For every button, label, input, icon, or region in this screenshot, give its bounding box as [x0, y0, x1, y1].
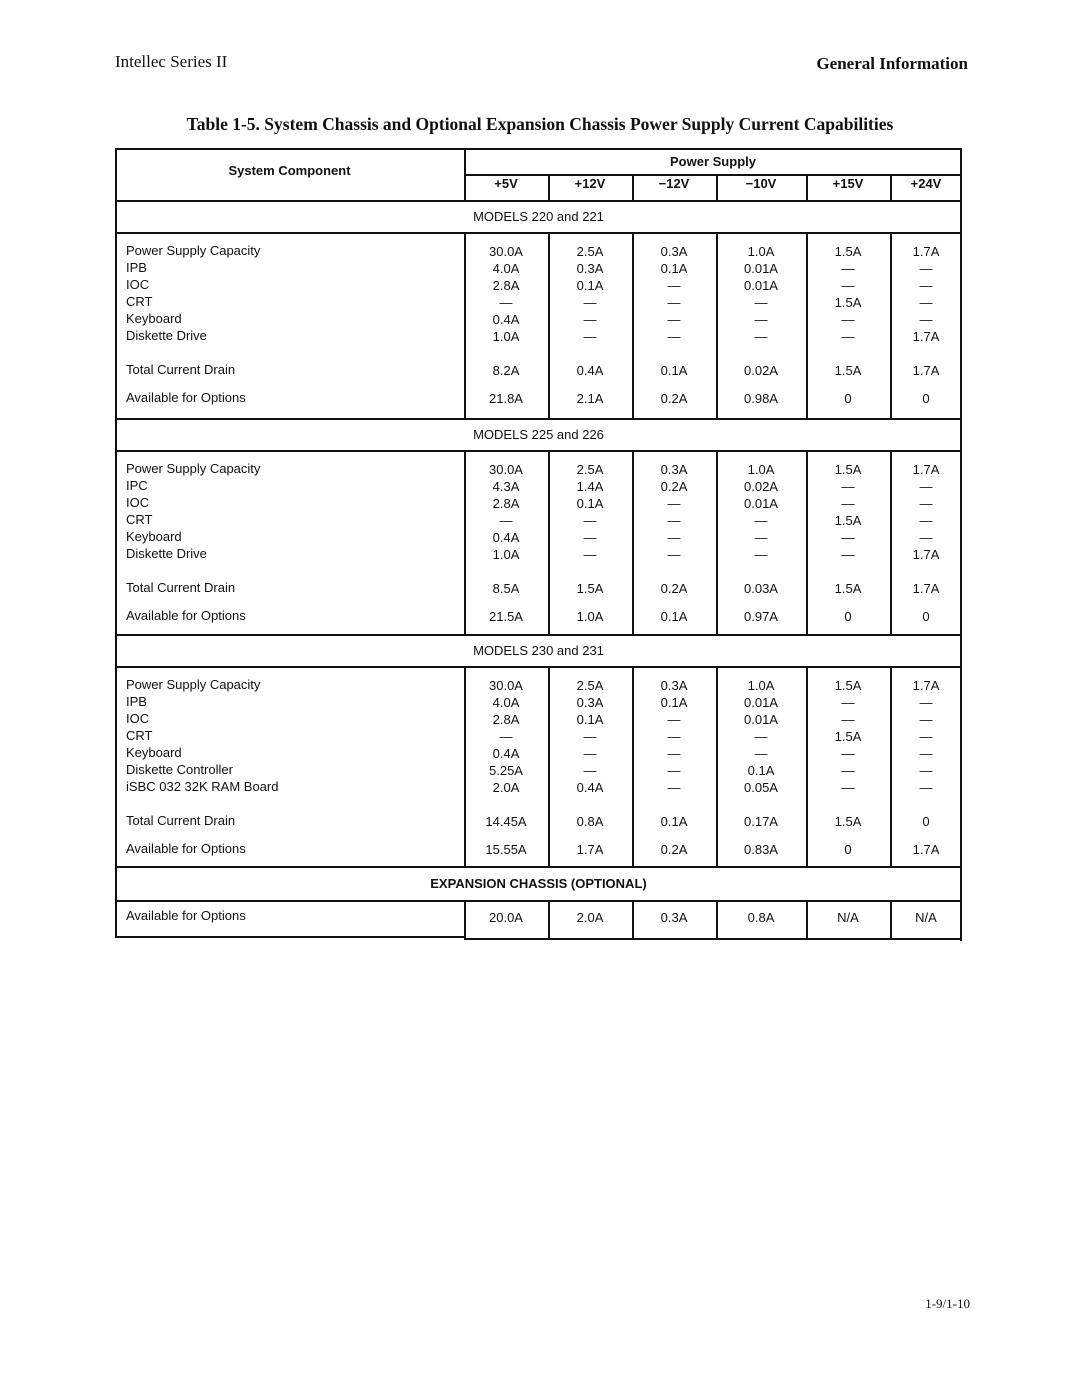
cell-value: 1.5A	[834, 244, 862, 259]
cell-value: 1.5A	[834, 814, 862, 829]
component-name: IPB	[126, 260, 147, 275]
cell-value: 0.1A	[747, 763, 775, 778]
cell-value: 8.5A	[492, 581, 520, 596]
component-name: Keyboard	[126, 529, 182, 544]
section-heading: EXPANSION CHASSIS (OPTIONAL)	[430, 876, 647, 891]
cell-value: 1.0A	[492, 547, 520, 562]
cell-value: —	[754, 295, 768, 310]
cell-value: 1.7A	[912, 678, 940, 693]
cell-value: 0.1A	[576, 278, 604, 293]
component-name: Diskette Drive	[126, 328, 207, 343]
cell-value: —	[667, 513, 681, 528]
table-rule	[716, 174, 718, 202]
cell-value: 0.3A	[576, 261, 604, 276]
cell-value: 0.3A	[576, 695, 604, 710]
cell-value: 5.25A	[489, 763, 523, 778]
cell-value: 21.5A	[489, 609, 523, 624]
column-header-voltage: −12V	[658, 176, 690, 191]
component-name: Diskette Drive	[126, 546, 207, 561]
cell-value: —	[919, 312, 933, 327]
cell-value: —	[919, 278, 933, 293]
cell-value: —	[667, 712, 681, 727]
cell-value: 0	[922, 814, 930, 829]
cell-value: 0.1A	[660, 261, 688, 276]
component-name: Keyboard	[126, 311, 182, 326]
cell-value: 0.3A	[660, 462, 688, 477]
cell-value: 30.0A	[489, 678, 523, 693]
cell-value: 0.4A	[492, 746, 520, 761]
component-name: CRT	[126, 728, 153, 743]
cell-value: 30.0A	[489, 244, 523, 259]
cell-value: —	[583, 329, 597, 344]
cell-value: 0.17A	[744, 814, 778, 829]
cell-value: 0.1A	[660, 695, 688, 710]
cell-value: 0	[844, 391, 852, 406]
column-header-component: System Component	[228, 163, 351, 178]
cell-value: 0.05A	[744, 780, 778, 795]
cell-value: —	[667, 329, 681, 344]
cell-value: 1.7A	[912, 462, 940, 477]
cell-value: 1.7A	[912, 363, 940, 378]
cell-value: 1.5A	[834, 462, 862, 477]
cell-value: 0.03A	[744, 581, 778, 596]
cell-value: N/A	[837, 910, 859, 925]
component-name: iSBC 032 32K RAM Board	[126, 779, 279, 794]
cell-value: 1.5A	[834, 363, 862, 378]
cell-value: 1.5A	[834, 581, 862, 596]
component-name: IOC	[126, 277, 150, 292]
cell-value: 0	[844, 842, 852, 857]
table-rule	[115, 418, 962, 420]
cell-value: 0.8A	[747, 910, 775, 925]
cell-value: —	[841, 547, 855, 562]
cell-value: —	[841, 261, 855, 276]
page-header-right: General Information	[816, 54, 968, 73]
cell-value: —	[667, 763, 681, 778]
cell-value: 0.01A	[744, 712, 778, 727]
cell-value: 0.4A	[576, 780, 604, 795]
cell-value: 21.8A	[489, 391, 523, 406]
cell-value: —	[667, 312, 681, 327]
cell-value: —	[919, 513, 933, 528]
cell-value: 4.0A	[492, 261, 520, 276]
cell-value: 1.7A	[912, 244, 940, 259]
cell-value: 1.5A	[834, 513, 862, 528]
cell-value: —	[919, 261, 933, 276]
cell-value: 0.8A	[576, 814, 604, 829]
cell-value: 8.2A	[492, 363, 520, 378]
cell-value: —	[841, 780, 855, 795]
cell-value: —	[919, 763, 933, 778]
cell-value: —	[841, 479, 855, 494]
cell-value: 2.5A	[576, 244, 604, 259]
cell-value: —	[583, 312, 597, 327]
cell-value: 0.01A	[744, 261, 778, 276]
cell-value: 0.1A	[660, 814, 688, 829]
table-rule	[806, 174, 808, 202]
table-title: Table 1-5. System Chassis and Optional Expansion Chassis Power Supply Current Capabilities	[186, 114, 894, 134]
total-drain-label: Total Current Drain	[126, 813, 236, 828]
cell-value: 1.0A	[747, 244, 775, 259]
cell-value: 0.4A	[576, 363, 604, 378]
cell-value: 1.0A	[747, 462, 775, 477]
table-rule	[548, 174, 550, 202]
total-drain-label: Total Current Drain	[126, 580, 236, 595]
table-rule	[115, 232, 962, 234]
cell-value: 0.1A	[660, 363, 688, 378]
cell-value: 0.3A	[660, 678, 688, 693]
page-number: 1-9/1-10	[925, 1296, 970, 1311]
cell-value: —	[754, 547, 768, 562]
cell-value: —	[754, 329, 768, 344]
available-label: Available for Options	[126, 390, 246, 405]
cell-value: —	[919, 496, 933, 511]
cell-value: 1.7A	[912, 842, 940, 857]
component-name: Power Supply Capacity	[126, 461, 261, 476]
component-name: IOC	[126, 495, 150, 510]
cell-value: 1.0A	[747, 678, 775, 693]
cell-value: 2.8A	[492, 712, 520, 727]
component-name: IPC	[126, 478, 148, 493]
cell-value: 2.5A	[576, 678, 604, 693]
cell-value: —	[841, 712, 855, 727]
cell-value: 0.3A	[660, 244, 688, 259]
cell-value: —	[841, 695, 855, 710]
power-supply-table	[115, 148, 962, 938]
cell-value: 15.55A	[485, 842, 527, 857]
cell-value: 1.7A	[576, 842, 604, 857]
cell-value: 0.2A	[660, 842, 688, 857]
table-rule	[632, 174, 634, 202]
cell-value: 1.0A	[576, 609, 604, 624]
cell-value: 4.0A	[492, 695, 520, 710]
cell-value: 14.45A	[485, 814, 527, 829]
cell-value: —	[754, 513, 768, 528]
cell-value: 0.2A	[660, 581, 688, 596]
cell-value: 20.0A	[489, 910, 523, 925]
cell-value: 2.0A	[576, 910, 604, 925]
cell-value: —	[667, 278, 681, 293]
cell-value: —	[667, 780, 681, 795]
cell-value: —	[667, 530, 681, 545]
cell-value: —	[919, 295, 933, 310]
column-header-voltage: +12V	[574, 176, 606, 191]
cell-value: —	[841, 530, 855, 545]
cell-value: 1.0A	[492, 329, 520, 344]
cell-value: 1.4A	[576, 479, 604, 494]
cell-value: —	[667, 746, 681, 761]
cell-value: 1.5A	[834, 678, 862, 693]
column-header-power-supply: Power Supply	[670, 154, 756, 169]
column-header-voltage: +24V	[910, 176, 942, 191]
cell-value: 0.97A	[744, 609, 778, 624]
cell-value: 4.3A	[492, 479, 520, 494]
cell-value: —	[583, 547, 597, 562]
cell-value: —	[583, 746, 597, 761]
cell-value: 0.01A	[744, 496, 778, 511]
section-heading: MODELS 230 and 231	[473, 643, 604, 658]
cell-value: 0.4A	[492, 530, 520, 545]
component-name: Power Supply Capacity	[126, 243, 261, 258]
available-label: Available for Options	[126, 908, 246, 923]
cell-value: —	[499, 295, 513, 310]
table-rule	[115, 200, 962, 202]
cell-value: 1.5A	[834, 729, 862, 744]
page-header-left: Intellec Series II	[115, 52, 228, 71]
cell-value: 2.1A	[576, 391, 604, 406]
column-header-voltage: +15V	[832, 176, 864, 191]
cell-value: —	[667, 729, 681, 744]
cell-value: —	[754, 729, 768, 744]
table-rule	[115, 634, 962, 636]
cell-value: —	[841, 312, 855, 327]
cell-value: —	[841, 763, 855, 778]
cell-value: —	[583, 729, 597, 744]
cell-value: 0.01A	[744, 278, 778, 293]
cell-value: 1.5A	[576, 581, 604, 596]
cell-value: —	[583, 295, 597, 310]
cell-value: 2.5A	[576, 462, 604, 477]
cell-value: —	[919, 530, 933, 545]
cell-value: 0.1A	[576, 496, 604, 511]
cell-value: 0.02A	[744, 363, 778, 378]
cell-value: —	[919, 780, 933, 795]
column-header-voltage: +5V	[494, 176, 518, 191]
component-name: CRT	[126, 294, 153, 309]
cell-value: 0	[922, 609, 930, 624]
cell-value: —	[841, 278, 855, 293]
table-rule	[890, 174, 892, 202]
cell-value: —	[667, 295, 681, 310]
cell-value: 0.2A	[660, 479, 688, 494]
cell-value: —	[667, 547, 681, 562]
cell-value: —	[583, 513, 597, 528]
total-drain-label: Total Current Drain	[126, 362, 236, 377]
component-name: CRT	[126, 512, 153, 527]
cell-value: 0	[922, 391, 930, 406]
component-name: Power Supply Capacity	[126, 677, 261, 692]
table-rule	[115, 148, 117, 938]
cell-value: 1.7A	[912, 547, 940, 562]
cell-value: —	[841, 746, 855, 761]
cell-value: —	[754, 746, 768, 761]
table-rule	[115, 148, 962, 150]
available-label: Available for Options	[126, 841, 246, 856]
cell-value: 0.01A	[744, 695, 778, 710]
cell-value: —	[919, 729, 933, 744]
cell-value: —	[667, 496, 681, 511]
cell-value: 2.0A	[492, 780, 520, 795]
component-name: Keyboard	[126, 745, 182, 760]
cell-value: 0.98A	[744, 391, 778, 406]
table-rule	[115, 450, 962, 452]
cell-value: —	[919, 712, 933, 727]
cell-value: 0.83A	[744, 842, 778, 857]
table-rule	[464, 938, 962, 940]
component-name: IPB	[126, 694, 147, 709]
cell-value: 1.5A	[834, 295, 862, 310]
cell-value: 2.8A	[492, 278, 520, 293]
cell-value: —	[499, 513, 513, 528]
component-name: IOC	[126, 711, 150, 726]
cell-value: —	[919, 746, 933, 761]
table-rule	[115, 900, 962, 902]
cell-value: —	[583, 530, 597, 545]
section-heading: MODELS 220 and 221	[473, 209, 604, 224]
cell-value: —	[841, 496, 855, 511]
column-header-voltage: −10V	[745, 176, 777, 191]
cell-value: N/A	[915, 910, 937, 925]
cell-value: 0.02A	[744, 479, 778, 494]
table-rule	[115, 866, 962, 868]
cell-value: 30.0A	[489, 462, 523, 477]
table-rule	[115, 666, 962, 668]
table-rule	[115, 936, 464, 938]
cell-value: 0.1A	[576, 712, 604, 727]
available-label: Available for Options	[126, 608, 246, 623]
component-name: Diskette Controller	[126, 762, 233, 777]
cell-value: —	[583, 763, 597, 778]
section-heading: MODELS 225 and 226	[473, 427, 604, 442]
cell-value: —	[841, 329, 855, 344]
cell-value: 0	[844, 609, 852, 624]
cell-value: —	[754, 530, 768, 545]
cell-value: 0.3A	[660, 910, 688, 925]
cell-value: —	[754, 312, 768, 327]
cell-value: 1.7A	[912, 581, 940, 596]
cell-value: —	[919, 695, 933, 710]
cell-value: —	[499, 729, 513, 744]
cell-value: 1.7A	[912, 329, 940, 344]
cell-value: —	[919, 479, 933, 494]
cell-value: 2.8A	[492, 496, 520, 511]
cell-value: 0.2A	[660, 391, 688, 406]
cell-value: 0.1A	[660, 609, 688, 624]
cell-value: 0.4A	[492, 312, 520, 327]
